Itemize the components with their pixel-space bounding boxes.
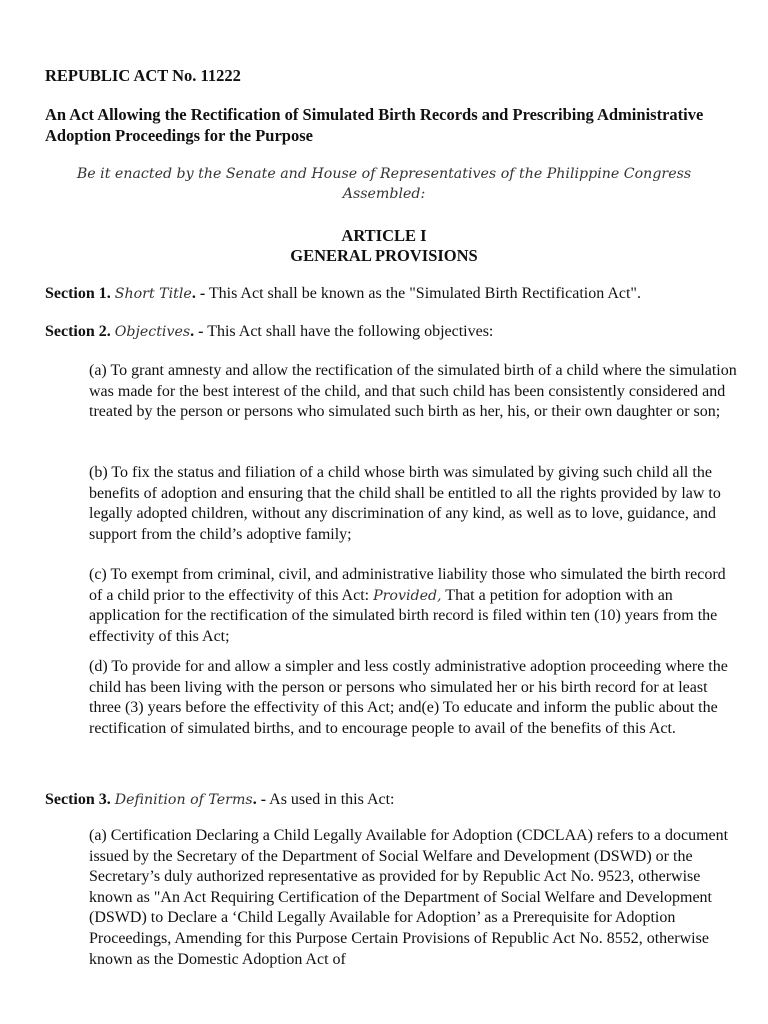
section-2-item-c — [89, 565, 739, 647]
section-2-item-a: (a) To grant amnesty and allow the rectification of the simulated birth of a child where the simulation was made for the best interest of the child, and that such child has been consistently considered and treated by the person or persons who simulated such birth as her, his, or their own daughter or son; — [89, 362, 737, 421]
section-2-text: This Act shall have the following objectives: — [203, 323, 494, 340]
section-2-item-c-rest: That a petition for adoption with an application for the rectification of the simulated birth record is filed within ten (10) years from the effectivity of this Act; — [89, 586, 718, 645]
section-2-item-c-text: (c) To exempt from criminal, civil, and administrative liability those who simulated the birth record of a child prior to the effectivity of this Act: — [89, 566, 726, 604]
act-title: An Act Allowing the Rectification of Simulated Birth Records and Prescribing Administrative Adoption Proceedings for the Purpose — [45, 105, 704, 145]
section-2-number: Section 2. — [45, 323, 111, 340]
section-3-topic: Definition of Terms — [114, 792, 253, 808]
article-number: ARTICLE I — [341, 226, 427, 245]
section-3-number: Section 3. — [45, 791, 111, 808]
enacting-clause: Be it enacted by the Senate and House of Representatives of the Philippine Congress Assembled: — [76, 166, 692, 202]
section-2-item-b: (b) To fix the status and filiation of a child whose birth was simulated by giving such child all the benefits of adoption and ensuring that the child shall be entitled to all the rights provided by law to legally adopted children, without any discrimination of any kind, as well as to love, guidance, and support from the child’s adoptive family; — [89, 464, 721, 543]
section-1 — [45, 283, 745, 305]
article-heading — [45, 226, 723, 266]
section-3-item-a: (a) Certification Declaring a Child Legally Available for Adoption (CDCLAA) refers to a document issued by the Secretary of the Department of Social Welfare and Development (DSWD) or the Secretary’s duly authorized representative as provided for by Republic Act No. 9523, otherwise known as "An Act Requiring Certification of the Department of Social Welfare and Development (DSWD) to Declare a ‘Child Legally Available for Adoption’ as a Prerequisite for Adoption Proceedings, Amending for this Purpose Certain Provisions of Republic Act No. 8552, otherwise known as the Domestic Adoption Act of — [89, 827, 729, 968]
section-2-topic: Objectives — [114, 324, 191, 340]
section-1-dash: . - — [191, 285, 206, 302]
section-2 — [45, 321, 745, 343]
section-3 — [45, 789, 745, 811]
section-2-item-d: (d) To provide for and allow a simpler and less costly administrative adoption proceeding where the child has been living with the person or persons who simulated her or his birth record for at least three (3) years before the effectivity of this Act; and(e) To educate and inform the public about the rectification of simulated births, and to encourage people to avail of the benefits of this Act. — [89, 658, 728, 737]
section-2-item-c-proviso: Provided, — [373, 587, 442, 604]
section-1-topic: Short Title — [114, 286, 192, 302]
section-3-dash: . - — [252, 791, 267, 808]
article-title: GENERAL PROVISIONS — [290, 246, 478, 265]
section-2-dash: . - — [190, 323, 204, 340]
section-3-text: As used in this Act: — [266, 791, 395, 808]
document-title: REPUBLIC ACT No. 11222 — [45, 66, 241, 85]
section-1-number: Section 1. — [45, 285, 111, 302]
section-1-text: This Act shall be known as the "Simulated Birth Rectification Act". — [205, 285, 641, 302]
